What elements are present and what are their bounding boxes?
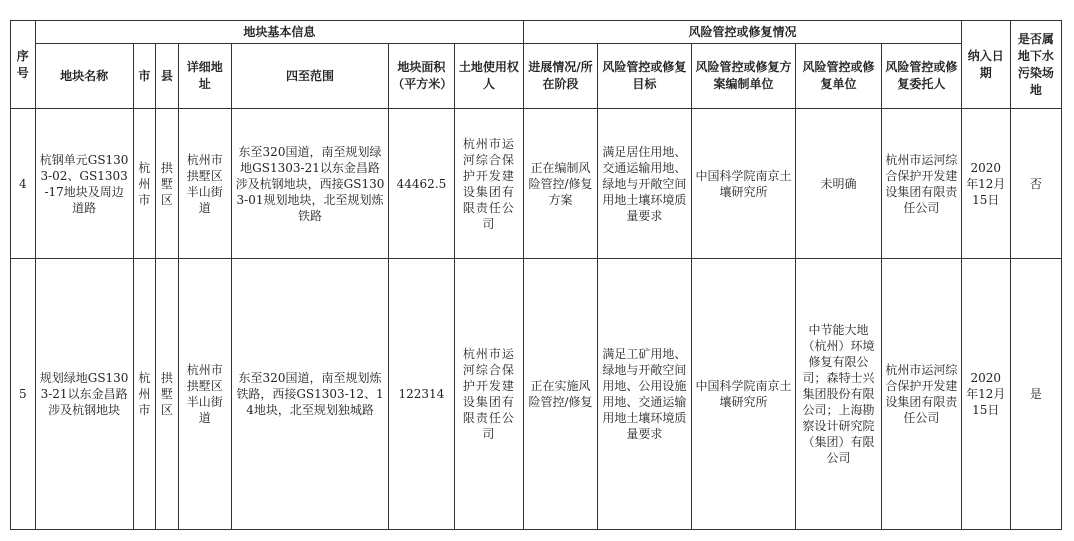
header-seq: 序号 bbox=[11, 21, 36, 109]
cell-boundary: 东至320国道，南至规划绿地GS1303-21以东金昌路涉及杭钢地块，西接GS1303-01规划地块，北至规划炼铁路 bbox=[231, 109, 388, 259]
header-client: 风险管控或修复委托人 bbox=[881, 44, 961, 109]
cell-county: 拱墅区 bbox=[156, 109, 178, 259]
cell-city: 杭州市 bbox=[133, 109, 155, 259]
cell-date: 2020年12月15日 bbox=[961, 259, 1010, 530]
header-plan-unit: 风险管控或修复方案编制单位 bbox=[691, 44, 795, 109]
header-owner: 土地使用权人 bbox=[454, 44, 524, 109]
header-target: 风险管控或修复目标 bbox=[597, 44, 691, 109]
cell-groundwater: 是 bbox=[1010, 259, 1061, 530]
header-city: 市 bbox=[133, 44, 155, 109]
cell-plot-name: 杭钢单元GS1303-02、GS1303-17地块及周边道路 bbox=[35, 109, 133, 259]
header-group-basic-info: 地块基本信息 bbox=[35, 21, 524, 44]
cell-client: 杭州市运河综合保护开发建设集团有限责任公司 bbox=[881, 259, 961, 530]
cell-plan-unit: 中国科学院南京土壤研究所 bbox=[691, 109, 795, 259]
header-repair-unit: 风险管控或修复单位 bbox=[796, 44, 882, 109]
cell-area: 44462.5 bbox=[389, 109, 454, 259]
contaminated-land-table bbox=[10, 20, 1062, 530]
cell-area: 122314 bbox=[389, 259, 454, 530]
cell-address: 杭州市拱墅区半山街道 bbox=[178, 109, 231, 259]
cell-groundwater: 否 bbox=[1010, 109, 1061, 259]
header-progress: 进展情况/所在阶段 bbox=[524, 44, 598, 109]
cell-progress: 正在实施风险管控/修复 bbox=[524, 259, 598, 530]
cell-plan-unit: 中国科学院南京土壤研究所 bbox=[691, 259, 795, 530]
cell-seq: 5 bbox=[11, 259, 36, 530]
cell-city: 杭州市 bbox=[133, 259, 155, 530]
cell-owner: 杭州市运河综合保护开发建设集团有限责任公司 bbox=[454, 109, 524, 259]
header-county: 县 bbox=[156, 44, 178, 109]
cell-target: 满足居住用地、交通运输用地、绿地与开敞空间用地土壤环境质量要求 bbox=[597, 109, 691, 259]
header-group-risk-control: 风险管控或修复情况 bbox=[524, 21, 962, 44]
cell-progress: 正在编制风险管控/修复方案 bbox=[524, 109, 598, 259]
cell-seq: 4 bbox=[11, 109, 36, 259]
cell-date: 2020年12月15日 bbox=[961, 109, 1010, 259]
table-row bbox=[11, 109, 1062, 259]
header-address: 详细地址 bbox=[178, 44, 231, 109]
header-boundary: 四至范围 bbox=[231, 44, 388, 109]
cell-repair-unit: 未明确 bbox=[796, 109, 882, 259]
header-groundwater: 是否属地下水污染场地 bbox=[1010, 21, 1061, 109]
cell-client: 杭州市运河综合保护开发建设集团有限责任公司 bbox=[881, 109, 961, 259]
table-row bbox=[11, 259, 1062, 530]
cell-county: 拱墅区 bbox=[156, 259, 178, 530]
cell-owner: 杭州市运河综合保护开发建设集团有限责任公司 bbox=[454, 259, 524, 530]
cell-address: 杭州市拱墅区半山街道 bbox=[178, 259, 231, 530]
cell-boundary: 东至320国道，南至规划炼铁路，西接GS1303-12、14地块，北至规划独城路 bbox=[231, 259, 388, 530]
cell-target: 满足工矿用地、绿地与开敞空间用地、公用设施用地、交通运输用地土壤环境质量要求 bbox=[597, 259, 691, 530]
header-area: 地块面积（平方米） bbox=[389, 44, 454, 109]
header-plot-name: 地块名称 bbox=[35, 44, 133, 109]
cell-repair-unit: 中节能大地（杭州）环境修复有限公司；森特士兴集团股份有限公司；上海勘察设计研究院（集团）有限公司 bbox=[796, 259, 882, 530]
header-date: 纳入日期 bbox=[961, 21, 1010, 109]
cell-plot-name: 规划绿地GS1303-21以东金昌路涉及杭钢地块 bbox=[35, 259, 133, 530]
